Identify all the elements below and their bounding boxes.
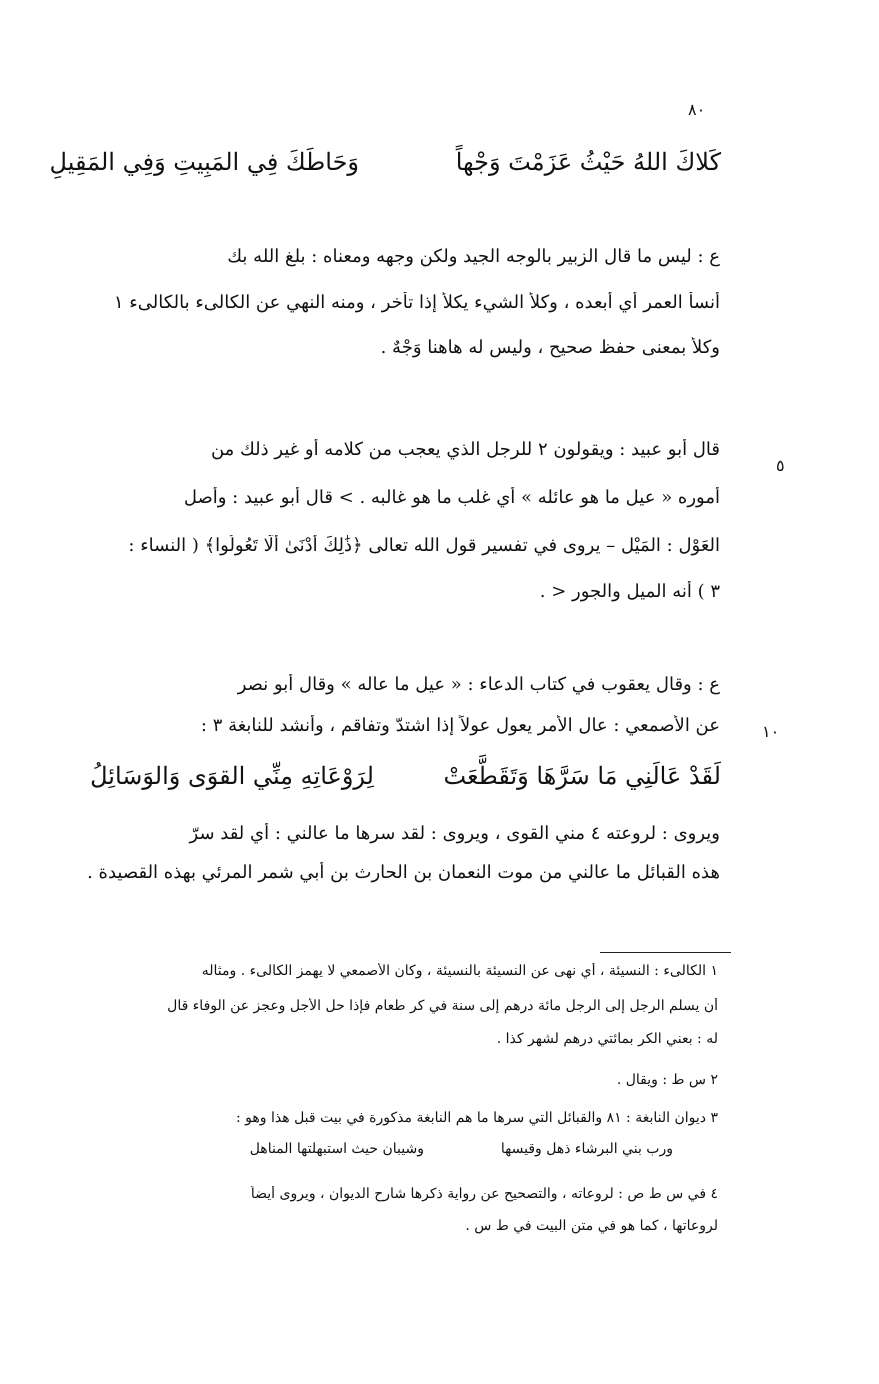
para-4-line-1: ويروى : لروعته ٤ مني القوى ، ويروى : لقد سرها ما عالني : أي لقد سرّ (189, 823, 720, 844)
para-2-line-3: العَوْل : المَيْل – يروى في تفسير قول الله تعالى ﴿ذَٰلِكَ أَدْنَىٰ أَلَّا تَعُولُوا﴾ ( النساء : (128, 535, 720, 556)
para-1-line-1: ع : ليس ما قال الزبير بالوجه الجيد ولكن وجهه ومعناه : بلغ الله بك (227, 246, 720, 267)
para-1-line-3: وكلأ بمعنى حفظ صحيح ، وليس له هاهنا وَجْهٌ . (380, 337, 720, 358)
footnote-3-verse-left: وشيبان حيث استبهلتها المناهل (249, 1141, 424, 1157)
footnote-1-line-3: له : بعني الكر بمائتي درهم لشهر كذا . (496, 1031, 718, 1047)
footnote-1-line-2: أن يسلم الرجل إلى الرجل مائة درهم إلى سنة في كر طعام فإذا حل الأجل وعجز عن الوفاء قال (167, 998, 718, 1014)
para-3-line-1: ع : وقال يعقوب في كتاب الدعاء : « عيل ما عاله » وقال أبو نصر (237, 674, 720, 695)
verse-1-right-hemistich: كَلاكَ اللهُ حَيْثُ عَزَمْتَ وَجْهاً (455, 148, 721, 176)
footnote-3: ٣ ديوان النابغة : ٨١ والقبائل التي سرها ما هم النابغة مذكورة في بيت قبل هذا وهو : (236, 1110, 718, 1126)
margin-line-number-5: ٥ (776, 456, 785, 475)
verse-2-right-hemistich: لَقَدْ عَالَنِي مَا سَرَّهَا وَتَقَطَّعَتْ (443, 762, 721, 790)
verse-1-left-hemistich: وَحَاطَكَ فِي المَبِيتِ وَفِي المَقِيلِ (49, 148, 359, 176)
page-number: ٨٠ (688, 100, 706, 119)
para-1-line-2: أنسأ العمر أي أبعده ، وكلأ الشيء يكلأ إذا تأخر ، ومنه النهي عن الكالىء بالكالىء ١ (113, 292, 720, 313)
para-2-line-4: ٣ ) أنه الميل والجور < . (539, 581, 720, 602)
para-4-line-2: هذه القبائل ما عالني من موت النعمان بن الحارث بن أبي شمر المرئي بهذه القصيدة . (87, 862, 720, 883)
footnote-separator (600, 952, 731, 953)
para-3-line-2: عن الأصمعي : عال الأمر يعول عولاً إذا اشتدّ وتفاقم ، وأنشد للنابغة ٣ : (200, 715, 720, 736)
verse-2-left-hemistich: لِرَوْعَاتِهِ مِنِّي القوَى وَالوَسَائِلُ (90, 762, 374, 790)
footnote-2: ٢ س ط : ويقال . (616, 1072, 718, 1088)
para-2-line-1: قال أبو عبيد : ويقولون ٢ للرجل الذي يعجب من كلامه أو غير ذلك من (210, 439, 720, 460)
footnote-4-line-1: ٤ في س ط ص : لروعاته ، والتصحيح عن رواية ذكرها شارح الديوان ، ويروى أيضاً (250, 1186, 718, 1202)
margin-line-number-10: ١٠ (762, 722, 780, 741)
footnote-1-line-1: ١ الكالىء : النسيئة ، أي نهى عن النسيئة بالنسيئة ، وكان الأصمعي لا يهمز الكالىء . ومثاله (201, 963, 718, 979)
para-2-line-2: أموره « عيل ما هو عائله » أي غلب ما هو غالبه . > قال أبو عبيد : وأصل (183, 487, 720, 508)
footnote-3-verse-right: ورب بني البرشاء ذهل وقيسها (500, 1141, 673, 1157)
footnote-4-line-2: لروعاتها ، كما هو في متن البيت في ط س . (465, 1218, 718, 1234)
